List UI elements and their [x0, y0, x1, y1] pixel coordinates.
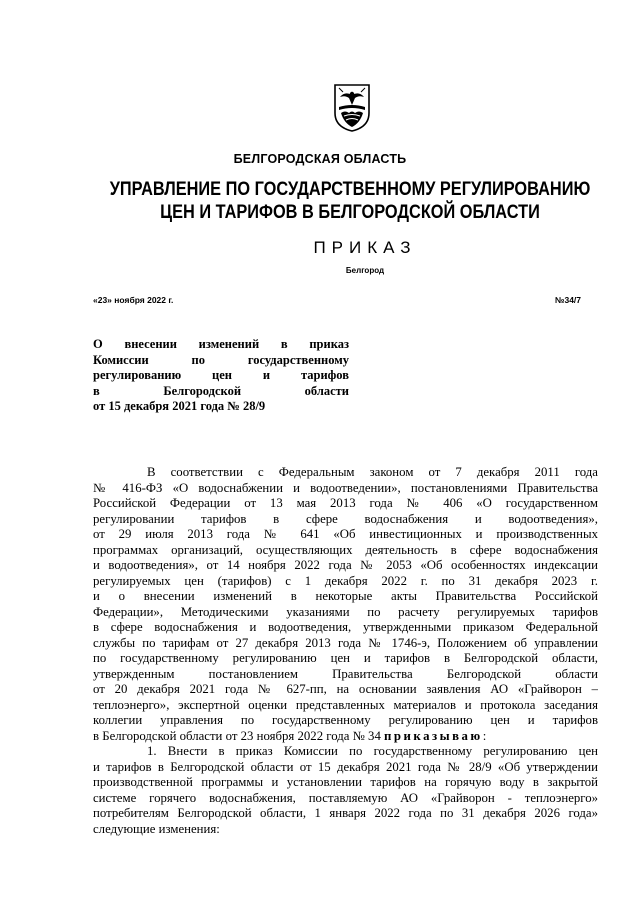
order-suffix: : [482, 728, 487, 743]
agency-title-line1: УПРАВЛЕНИЕ ПО ГОСУДАРСТВЕННОМУ РЕГУЛИРОВАНИЮ [109, 179, 591, 200]
body-line: от 29 июля 2013 года № 641 «Об инвестиционных и производственных [93, 527, 598, 541]
body-line: № 416-ФЗ «О водоснабжении и водоотведении», постановлениями Правительства [93, 480, 598, 495]
body-line: от 20 декабря 2021 года № 627-пп, на основании заявления АО «Грайворон – [93, 682, 598, 696]
agency-title-line2: ЦЕН И ТАРИФОВ В БЕЛГОРОДСКОЙ ОБЛАСТИ [160, 202, 540, 223]
city-label: Белгород [345, 266, 385, 275]
body-line-order [93, 729, 598, 745]
body-line: 1. Внести в приказ Комиссии по государственному регулированию цен [147, 744, 598, 758]
body-line: по государственному регулированию цен и тарифов в Белгородской области, [93, 651, 598, 665]
document-type: ПРИКАЗ [313, 238, 417, 257]
body-line: Федерации», Методическими указаниями по расчету регулируемых тарифов [93, 604, 598, 619]
subject-line: регулированию цен и тарифов [93, 368, 349, 382]
body-line: регулируемых цен (тарифов) с 1 декабря 2022 г. по 31 декабря 2023 г. [93, 573, 598, 588]
body-line: следующие изменения: [93, 821, 220, 836]
body-line: службы по тарифам от 27 декабря 2013 года № 1746-э, Положением об управлении [93, 635, 598, 650]
belgorod-coat-of-arms-icon [333, 83, 371, 133]
subject-line: О внесении изменений в приказ [93, 337, 349, 351]
body-line: системе горячего водоснабжения, поставляемую АО «Грайворон - теплоэнерго» [93, 790, 598, 805]
body-line: и тарифов в Белгородской области от 15 декабря 2021 года № 28/9 «Об утверждении [93, 759, 598, 774]
subject-line: от 15 декабря 2021 года № 28/9 [93, 399, 266, 413]
body-line: утвержденным постановлением Правительства Белгородской области [93, 666, 598, 681]
subject-line: Комиссии по государственному [93, 352, 349, 367]
document-subject [93, 337, 349, 415]
subject-line: в Белгородской области [93, 383, 349, 398]
body-line: в сфере водоснабжения и водоотведения, утвержденными приказом Федеральной [93, 620, 598, 634]
agency-title [101, 178, 600, 224]
body-line: регулировании тарифов в сфере водоснабжения и водоотведения», [93, 511, 598, 526]
body-line: программах организаций, осуществляющих деятельность в сфере водоснабжения [93, 542, 598, 557]
body-line: Российской Федерации от 13 мая 2013 года № 406 «О государственном [93, 496, 598, 510]
order-prefix: в Белгородской области от 23 ноября 2022 года № 34 [93, 728, 385, 743]
body-line: и о внесении изменений в некоторые акты Правительства Российской [93, 589, 598, 603]
document-body [93, 465, 598, 837]
order-keyword: приказываю [384, 728, 483, 743]
body-line: коллегии управления по государственному регулированию цен и тарифов [93, 713, 598, 727]
body-line: теплоэнерго», экспертной оценки представленных материалов и протокола заседания [93, 697, 598, 712]
body-line: и водоотведения», от 14 ноября 2022 года № 2053 «Об особенностях индексации [93, 558, 598, 572]
body-line: потребителям Белгородской области, 1 января 2022 года по 31 декабря 2026 года» [93, 806, 598, 820]
document-number: №34/7 [555, 295, 582, 305]
region-title: БЕЛГОРОДСКАЯ ОБЛАСТЬ [233, 152, 407, 166]
body-line: В соответствии с Федеральным законом от 7 декабря 2011 года [147, 465, 598, 479]
body-line: производственной программы и установлении тарифов на горячую воду в закрытой [93, 775, 598, 789]
document-date: «23» ноября 2022 г. [93, 295, 174, 305]
